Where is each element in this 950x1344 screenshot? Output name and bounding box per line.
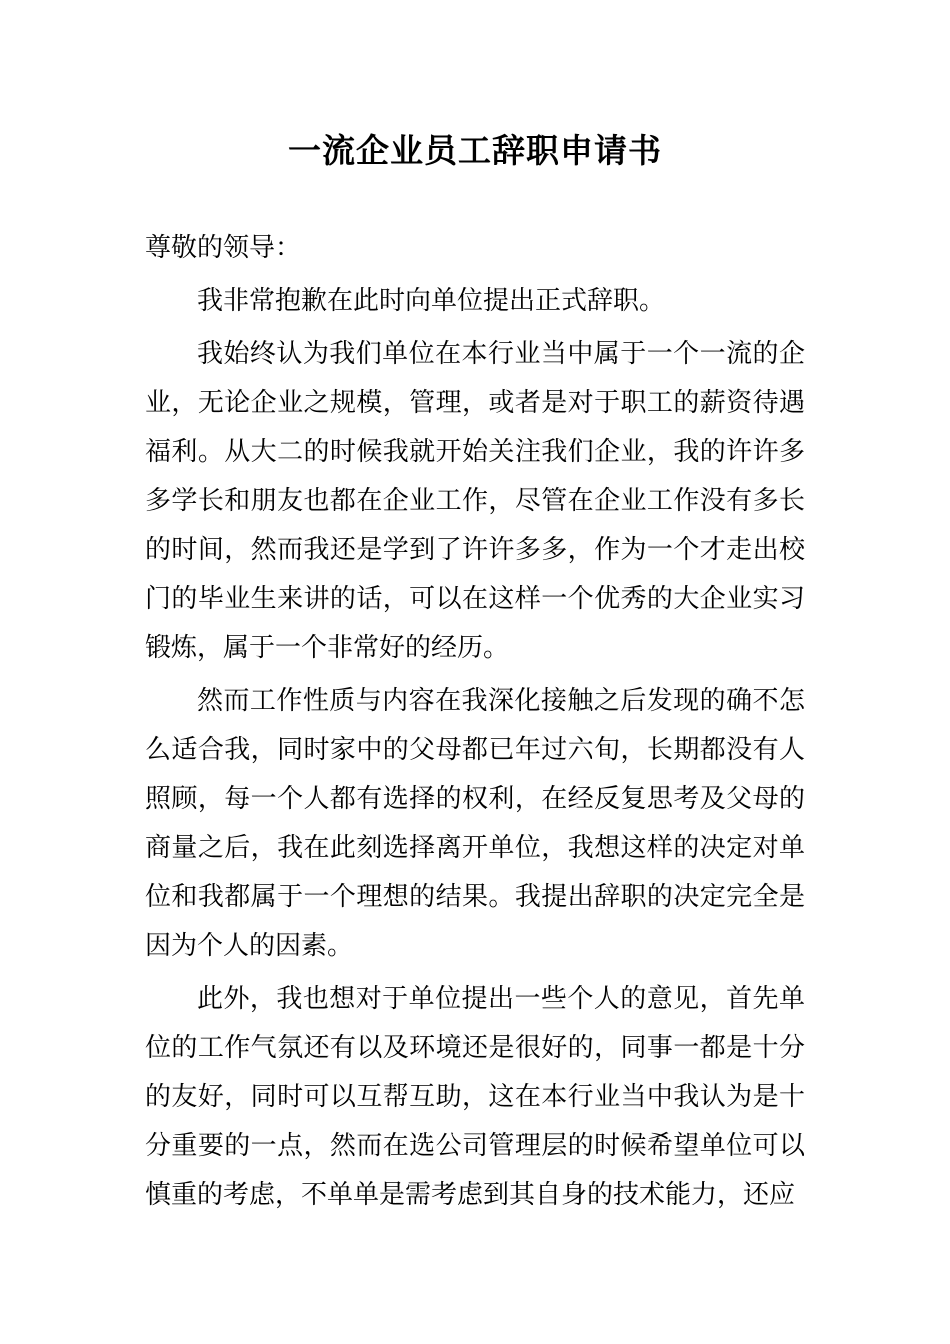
- paragraph-1: 我非常抱歉在此时向单位提出正式辞职。: [197, 286, 666, 316]
- paragraph-3: 然而工作性质与内容在我深化接触之后发现的确不怎么适合我，同时家中的父母都已年过六旬，长期都没有人照顾，每一个人都有选择的权利，在经反复思考及父母的商量之后，我在此刻选择离开单位，我想这样的决定对单位和我都属于一个理想的结果。我提出辞职的决定完全是因为个人的因素。: [145, 686, 805, 961]
- paragraph-4: 此外，我也想对于单位提出一些个人的意见，首先单位的工作气氛还有以及环境还是很好的，同事一都是十分的友好，同时可以互帮互助，这在本行业当中我认为是十分重要的一点，然而在选公司管理层的时候希望单位可以慎重的考虑，不单单是需考虑到其自身的技术能力，还应: [145, 984, 805, 1210]
- salutation: 尊敬的领导：: [145, 233, 302, 263]
- document-title: 一流企业员工辞职申请书: [288, 131, 662, 170]
- paragraph-2: 我始终认为我们单位在本行业当中属于一个一流的企业，无论企业之规模，管理，或者是对于职工的薪资待遇福利。从大二的时候我就开始关注我们企业，我的许许多多学长和朋友也都在企业工作，尽管在企业工作没有多长的时间，然而我还是学到了许许多多，作为一个才走出校门的毕业生来讲的话，可以在这样一个优秀的大企业实习锻炼，属于一个非常好的经历。: [145, 339, 805, 663]
- document-body: [145, 224, 805, 1224]
